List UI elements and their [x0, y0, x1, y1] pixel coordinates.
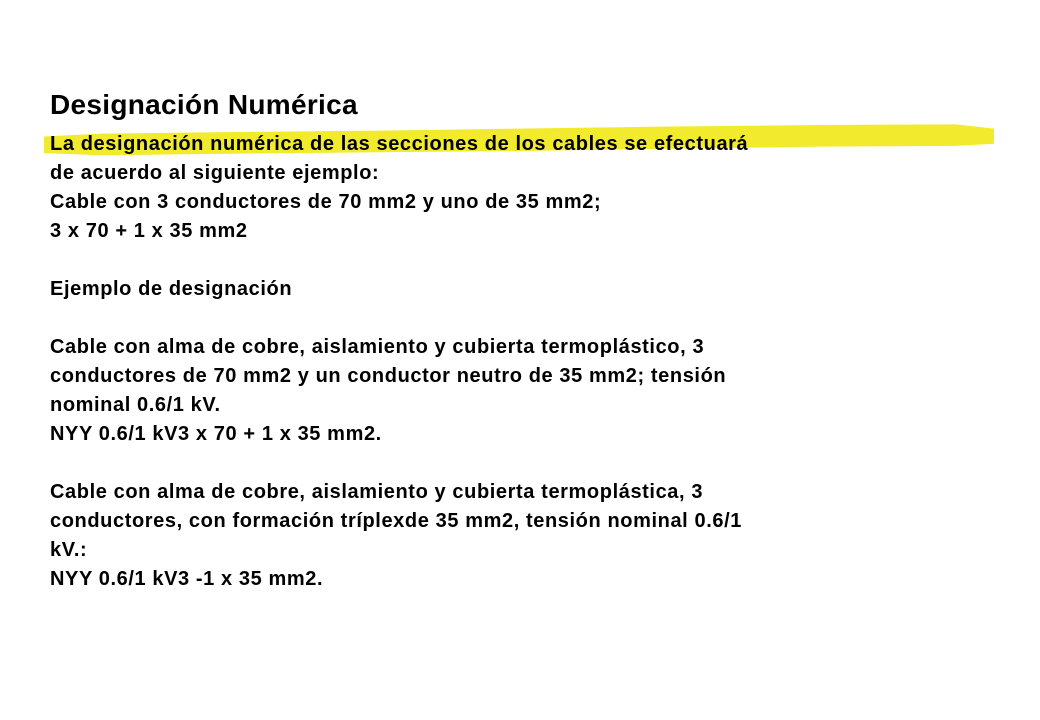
- slide-content: [50, 86, 1010, 594]
- example-1-line-1: Cable con alma de cobre, aislamiento y cubierta termoplástico, 3: [50, 336, 705, 358]
- example-1-line-2: conductores de 70 mm2 y un conductor neutro de 35 mm2; tensión: [50, 365, 727, 387]
- example-1-designation: NYY 0.6/1 kV3 x 70 + 1 x 35 mm2.: [50, 423, 382, 445]
- example-2-line-1: Cable con alma de cobre, aislamiento y cubierta termoplástica, 3: [50, 481, 704, 503]
- intro-line-2: de acuerdo al siguiente ejemplo:: [50, 162, 380, 184]
- paragraph-spacer: [50, 449, 1010, 478]
- example-heading: Ejemplo de designación: [50, 278, 293, 300]
- intro-formula-line: 3 x 70 + 1 x 35 mm2: [50, 220, 248, 242]
- example-1-line-3: nominal 0.6/1 kV.: [50, 394, 221, 416]
- paragraph-spacer: [50, 246, 1010, 275]
- slide-body: [50, 130, 1010, 594]
- slide-title: Designación Numérica: [50, 89, 358, 120]
- intro-line-1: La designación numérica de las secciones de los cables se efectuará: [50, 133, 749, 155]
- example-2-line-2: conductores, con formación tríplexde 35 mm2, tensión nominal 0.6/1: [50, 510, 742, 532]
- example-2-line-3: kV.:: [50, 539, 88, 561]
- example-2-designation: NYY 0.6/1 kV3 -1 x 35 mm2.: [50, 568, 324, 590]
- intro-example-line: Cable con 3 conductores de 70 mm2 y uno de 35 mm2;: [50, 191, 602, 213]
- paragraph-spacer: [50, 304, 1010, 333]
